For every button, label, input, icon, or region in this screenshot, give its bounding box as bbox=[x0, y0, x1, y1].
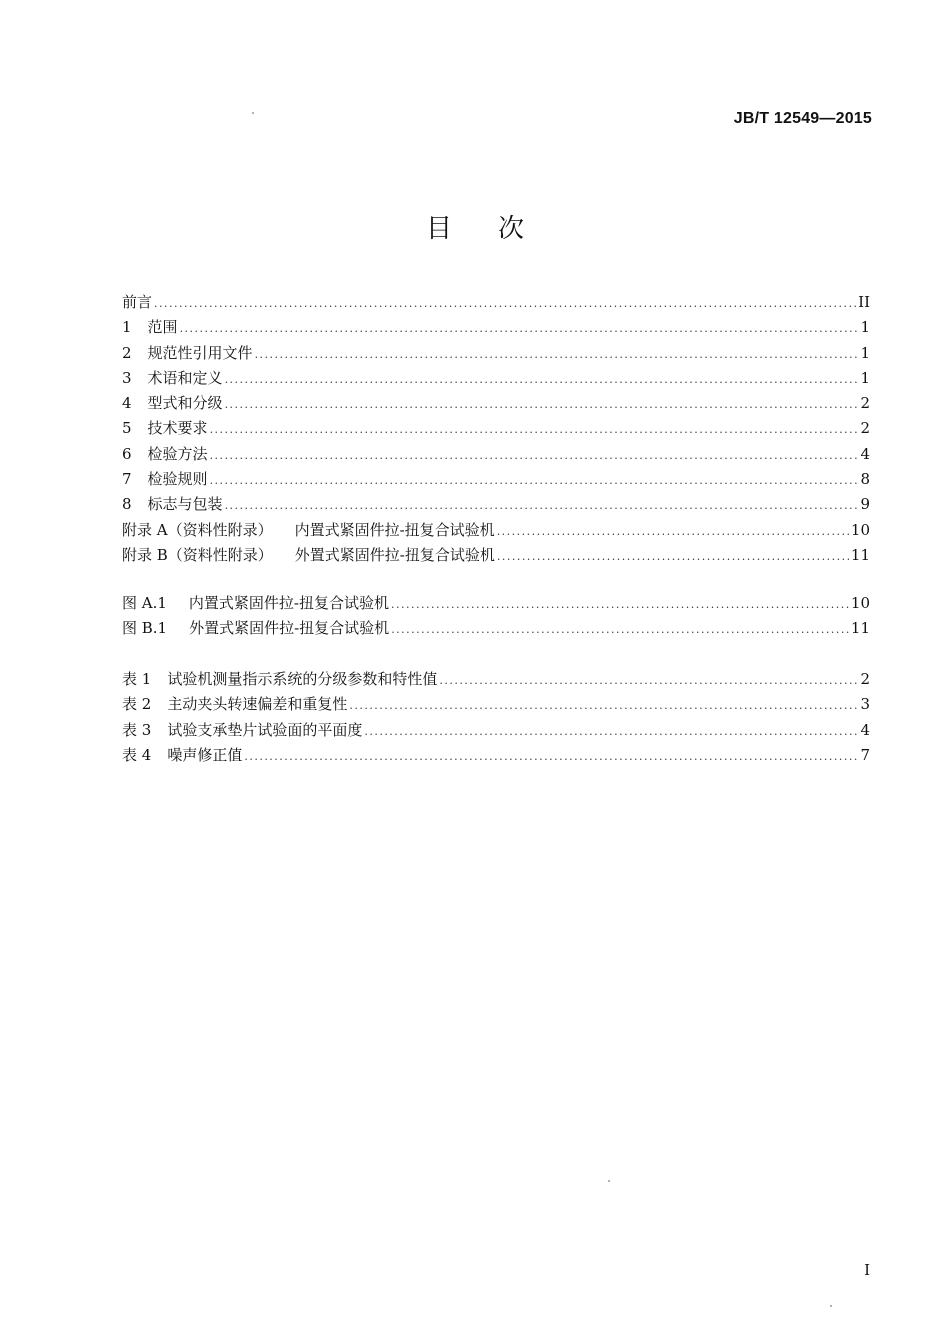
toc-entry-number: 表 2 bbox=[122, 695, 152, 714]
toc-dot-leader bbox=[244, 744, 858, 769]
toc-dot-leader bbox=[154, 291, 856, 316]
toc-entry-number: 表 4 bbox=[122, 745, 152, 764]
toc-entry-label: 技术要求 bbox=[147, 419, 208, 438]
toc-entry-label: 检验方法 bbox=[147, 444, 208, 463]
toc-entry-label: 术语和定义 bbox=[147, 368, 223, 387]
toc-dot-leader bbox=[497, 519, 849, 544]
toc-entry[interactable] bbox=[122, 290, 870, 315]
toc-dot-leader bbox=[225, 392, 859, 417]
toc-figures bbox=[122, 591, 870, 642]
scan-speck bbox=[608, 1180, 610, 1182]
toc-entry-number: 6 bbox=[122, 444, 132, 463]
toc-dot-leader bbox=[391, 617, 849, 642]
toc-entry-number: 4 bbox=[122, 394, 132, 413]
toc-entry-page: 2 bbox=[860, 670, 870, 688]
toc-entry-number: 7 bbox=[122, 470, 132, 489]
toc-dot-leader bbox=[439, 668, 858, 693]
scan-speck bbox=[252, 112, 254, 114]
toc-entry-number: 5 bbox=[122, 419, 132, 438]
toc-main bbox=[122, 290, 870, 568]
toc-dot-leader bbox=[391, 592, 849, 617]
toc-dot-leader bbox=[225, 367, 859, 392]
toc-dot-leader bbox=[349, 693, 858, 718]
toc-entry-label: 噪声修正值 bbox=[167, 745, 243, 764]
toc-entry[interactable] bbox=[122, 743, 870, 768]
toc-entry-label: 主动夹头转速偏差和重复性 bbox=[167, 695, 348, 714]
toc-entry-label: 内置式紧固件拉-扭复合试验机 bbox=[188, 594, 389, 612]
toc-entry[interactable] bbox=[122, 616, 870, 641]
toc-dot-leader bbox=[255, 342, 859, 367]
toc-dot-leader bbox=[497, 544, 849, 569]
toc-entry-label: 内置式紧固件拉-扭复合试验机 bbox=[294, 520, 495, 539]
toc-entry-page: 1 bbox=[860, 343, 870, 362]
toc-entry-page: 11 bbox=[850, 619, 870, 638]
toc-entry-page: II bbox=[858, 293, 870, 311]
toc-entry-label: 标志与包装 bbox=[147, 495, 223, 514]
toc-entry-number: 2 bbox=[122, 343, 132, 362]
toc-entry-page: 1 bbox=[860, 368, 870, 387]
toc-dot-leader bbox=[210, 443, 859, 468]
toc-entry-label: 试验机测量指示系统的分级参数和特性值 bbox=[167, 670, 438, 688]
toc-entry-page: 9 bbox=[860, 495, 870, 514]
toc-dot-leader bbox=[180, 316, 859, 341]
toc-entry[interactable] bbox=[122, 591, 870, 616]
toc-entry-number: 1 bbox=[122, 318, 132, 337]
toc-entry-page: 1 bbox=[860, 318, 870, 337]
toc-dot-leader bbox=[210, 417, 859, 442]
toc-entry-page: 8 bbox=[860, 470, 870, 489]
toc-entry[interactable] bbox=[122, 391, 870, 416]
toc-entry-page: 11 bbox=[850, 545, 870, 564]
toc-dot-leader bbox=[225, 493, 859, 518]
toc-entry-label: 试验支承垫片试验面的平面度 bbox=[167, 720, 363, 739]
toc-entry-page: 4 bbox=[860, 444, 870, 463]
scan-speck bbox=[830, 1305, 832, 1307]
toc-entry[interactable] bbox=[122, 442, 870, 467]
toc-entry-page: 7 bbox=[860, 745, 870, 764]
page-title: 目次 bbox=[425, 214, 570, 244]
toc-entry-label: 外置式紧固件拉-扭复合试验机 bbox=[189, 619, 390, 638]
toc-entry-label: 范围 bbox=[147, 318, 178, 337]
toc-entry-page: 2 bbox=[860, 419, 870, 438]
toc-entry-number: 附录 A（资料性附录） bbox=[122, 520, 273, 539]
toc-entry-number: 表 3 bbox=[122, 720, 152, 739]
toc-dot-leader bbox=[210, 468, 859, 493]
toc-entry[interactable] bbox=[122, 692, 870, 717]
toc-entry-page: 2 bbox=[860, 394, 870, 413]
toc-entry-label: 型式和分级 bbox=[147, 394, 223, 413]
toc-entry-label: 检验规则 bbox=[147, 470, 208, 489]
toc-entry[interactable] bbox=[122, 492, 870, 517]
toc-entry-number: 图 B.1 bbox=[122, 619, 168, 638]
page-number: I bbox=[864, 1261, 870, 1279]
toc-entry[interactable] bbox=[122, 467, 870, 492]
standard-code: JB/T 12549—2015 bbox=[733, 110, 872, 127]
toc-entry[interactable] bbox=[122, 518, 870, 543]
toc-entry[interactable] bbox=[122, 667, 870, 692]
toc-entry-label: 前言 bbox=[122, 293, 153, 311]
toc-entry-page: 3 bbox=[860, 695, 870, 714]
toc-entry-label: 规范性引用文件 bbox=[147, 343, 253, 362]
toc-entry-number: 图 A.1 bbox=[122, 594, 167, 612]
toc-tables bbox=[122, 667, 870, 768]
toc-entry[interactable] bbox=[122, 315, 870, 340]
toc-entry-label: 外置式紧固件拉-扭复合试验机 bbox=[294, 545, 495, 564]
toc-entry-number: 3 bbox=[122, 368, 132, 387]
toc-entry[interactable] bbox=[122, 341, 870, 366]
toc-entry[interactable] bbox=[122, 543, 870, 568]
toc-entry[interactable] bbox=[122, 416, 870, 441]
toc-entry-number: 表 1 bbox=[122, 670, 152, 688]
toc-entry[interactable] bbox=[122, 366, 870, 391]
toc-entry-page: 4 bbox=[860, 720, 870, 739]
toc-entry-number: 8 bbox=[122, 495, 132, 514]
toc-entry-page: 10 bbox=[850, 594, 870, 612]
toc-entry-number: 附录 B（资料性附录） bbox=[122, 545, 273, 564]
toc-entry-page: 10 bbox=[850, 520, 870, 539]
toc-dot-leader bbox=[364, 719, 858, 744]
toc-entry[interactable] bbox=[122, 718, 870, 743]
